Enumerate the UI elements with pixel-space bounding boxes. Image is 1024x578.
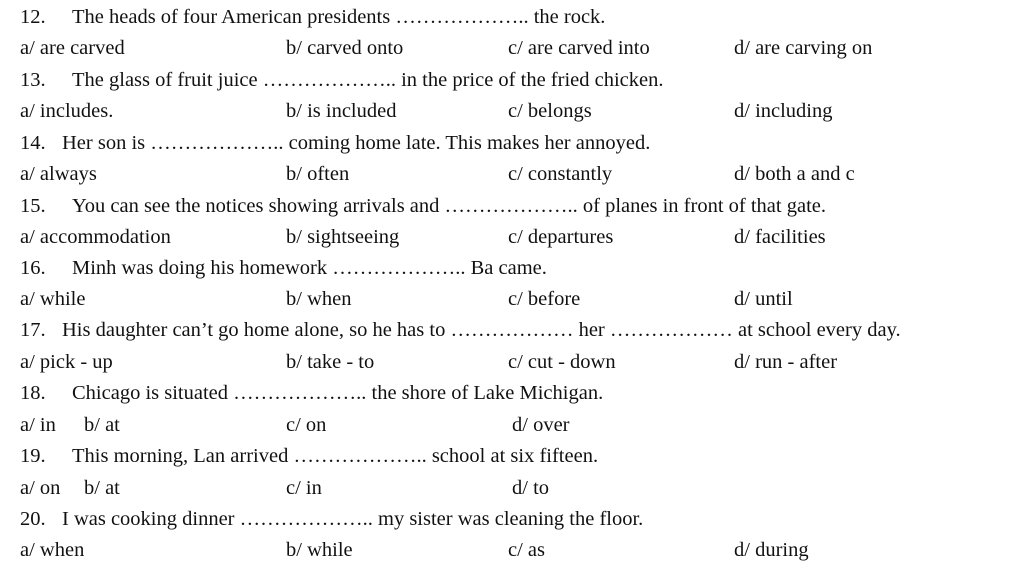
option-b[interactable]: b/ at [84, 477, 120, 499]
option-d[interactable]: d/ are carving on [734, 37, 873, 59]
option-a[interactable]: a/ on [20, 477, 61, 499]
question-20 [20, 504, 643, 535]
question-15 [20, 191, 826, 222]
option-b[interactable]: b/ sightseeing [286, 226, 400, 248]
question-text: His daughter can’t go home alone, so he has to ……………… her ……………… at school every day. [62, 319, 901, 341]
option-c[interactable]: c/ in [286, 477, 322, 499]
question-text: Her son is ……………….. coming home late. This makes her annoyed. [62, 132, 651, 154]
question-text: This morning, Lan arrived ……………….. school at six fifteen. [72, 445, 599, 467]
question-text: The glass of fruit juice ……………….. in the price of the fried chicken. [72, 69, 664, 91]
option-c[interactable]: c/ constantly [508, 163, 613, 185]
question-14 [20, 128, 650, 159]
question-number: 20. [20, 508, 46, 530]
option-b[interactable]: b/ carved onto [286, 37, 404, 59]
option-b[interactable]: b/ when [286, 288, 352, 310]
question-number: 12. [20, 6, 46, 28]
option-c[interactable]: c/ are carved into [508, 37, 650, 59]
question-text: The heads of four American presidents ……………….. the rock. [72, 6, 606, 28]
option-a[interactable]: a/ pick - up [20, 351, 113, 373]
option-a[interactable]: a/ includes. [20, 100, 114, 122]
option-d[interactable]: d/ to [512, 477, 550, 499]
option-c[interactable]: c/ cut - down [508, 351, 616, 373]
option-c[interactable]: c/ as [508, 539, 545, 561]
question-number: 18. [20, 382, 46, 404]
question-16 [20, 253, 547, 284]
option-a[interactable]: a/ accommodation [20, 226, 171, 248]
question-number: 17. [20, 319, 46, 341]
option-a[interactable]: a/ are carved [20, 37, 125, 59]
question-text: Chicago is situated ……………….. the shore of Lake Michigan. [72, 382, 604, 404]
option-b[interactable]: b/ while [286, 539, 353, 561]
option-a[interactable]: a/ when [20, 539, 85, 561]
option-c[interactable]: c/ departures [508, 226, 614, 248]
question-19 [20, 441, 598, 472]
question-number: 14. [20, 132, 46, 154]
option-a[interactable]: a/ in [20, 414, 56, 436]
question-number: 15. [20, 195, 46, 217]
option-c[interactable]: c/ belongs [508, 100, 592, 122]
option-b[interactable]: b/ is included [286, 100, 397, 122]
option-d[interactable]: d/ during [734, 539, 809, 561]
option-b[interactable]: b/ at [84, 414, 120, 436]
option-d[interactable]: d/ both a and c [734, 163, 855, 185]
question-number: 13. [20, 69, 46, 91]
question-text: I was cooking dinner ……………….. my sister was cleaning the floor. [62, 508, 644, 530]
question-text: Minh was doing his homework ……………….. Ba came. [72, 257, 547, 279]
option-c[interactable]: c/ on [286, 414, 327, 436]
option-d[interactable]: d/ including [734, 100, 833, 122]
option-a[interactable]: a/ always [20, 163, 97, 185]
question-13 [20, 65, 663, 96]
option-d[interactable]: d/ until [734, 288, 793, 310]
option-c[interactable]: c/ before [508, 288, 581, 310]
question-18 [20, 378, 603, 409]
question-12 [20, 2, 605, 33]
question-text: You can see the notices showing arrivals and ……………….. of planes in front of that gate. [72, 195, 826, 217]
option-a[interactable]: a/ while [20, 288, 86, 310]
question-number: 19. [20, 445, 46, 467]
question-number: 16. [20, 257, 46, 279]
option-b[interactable]: b/ take - to [286, 351, 375, 373]
option-d[interactable]: d/ run - after [734, 351, 838, 373]
question-17 [20, 315, 901, 346]
option-b[interactable]: b/ often [286, 163, 350, 185]
option-d[interactable]: d/ over [512, 414, 570, 436]
option-d[interactable]: d/ facilities [734, 226, 826, 248]
